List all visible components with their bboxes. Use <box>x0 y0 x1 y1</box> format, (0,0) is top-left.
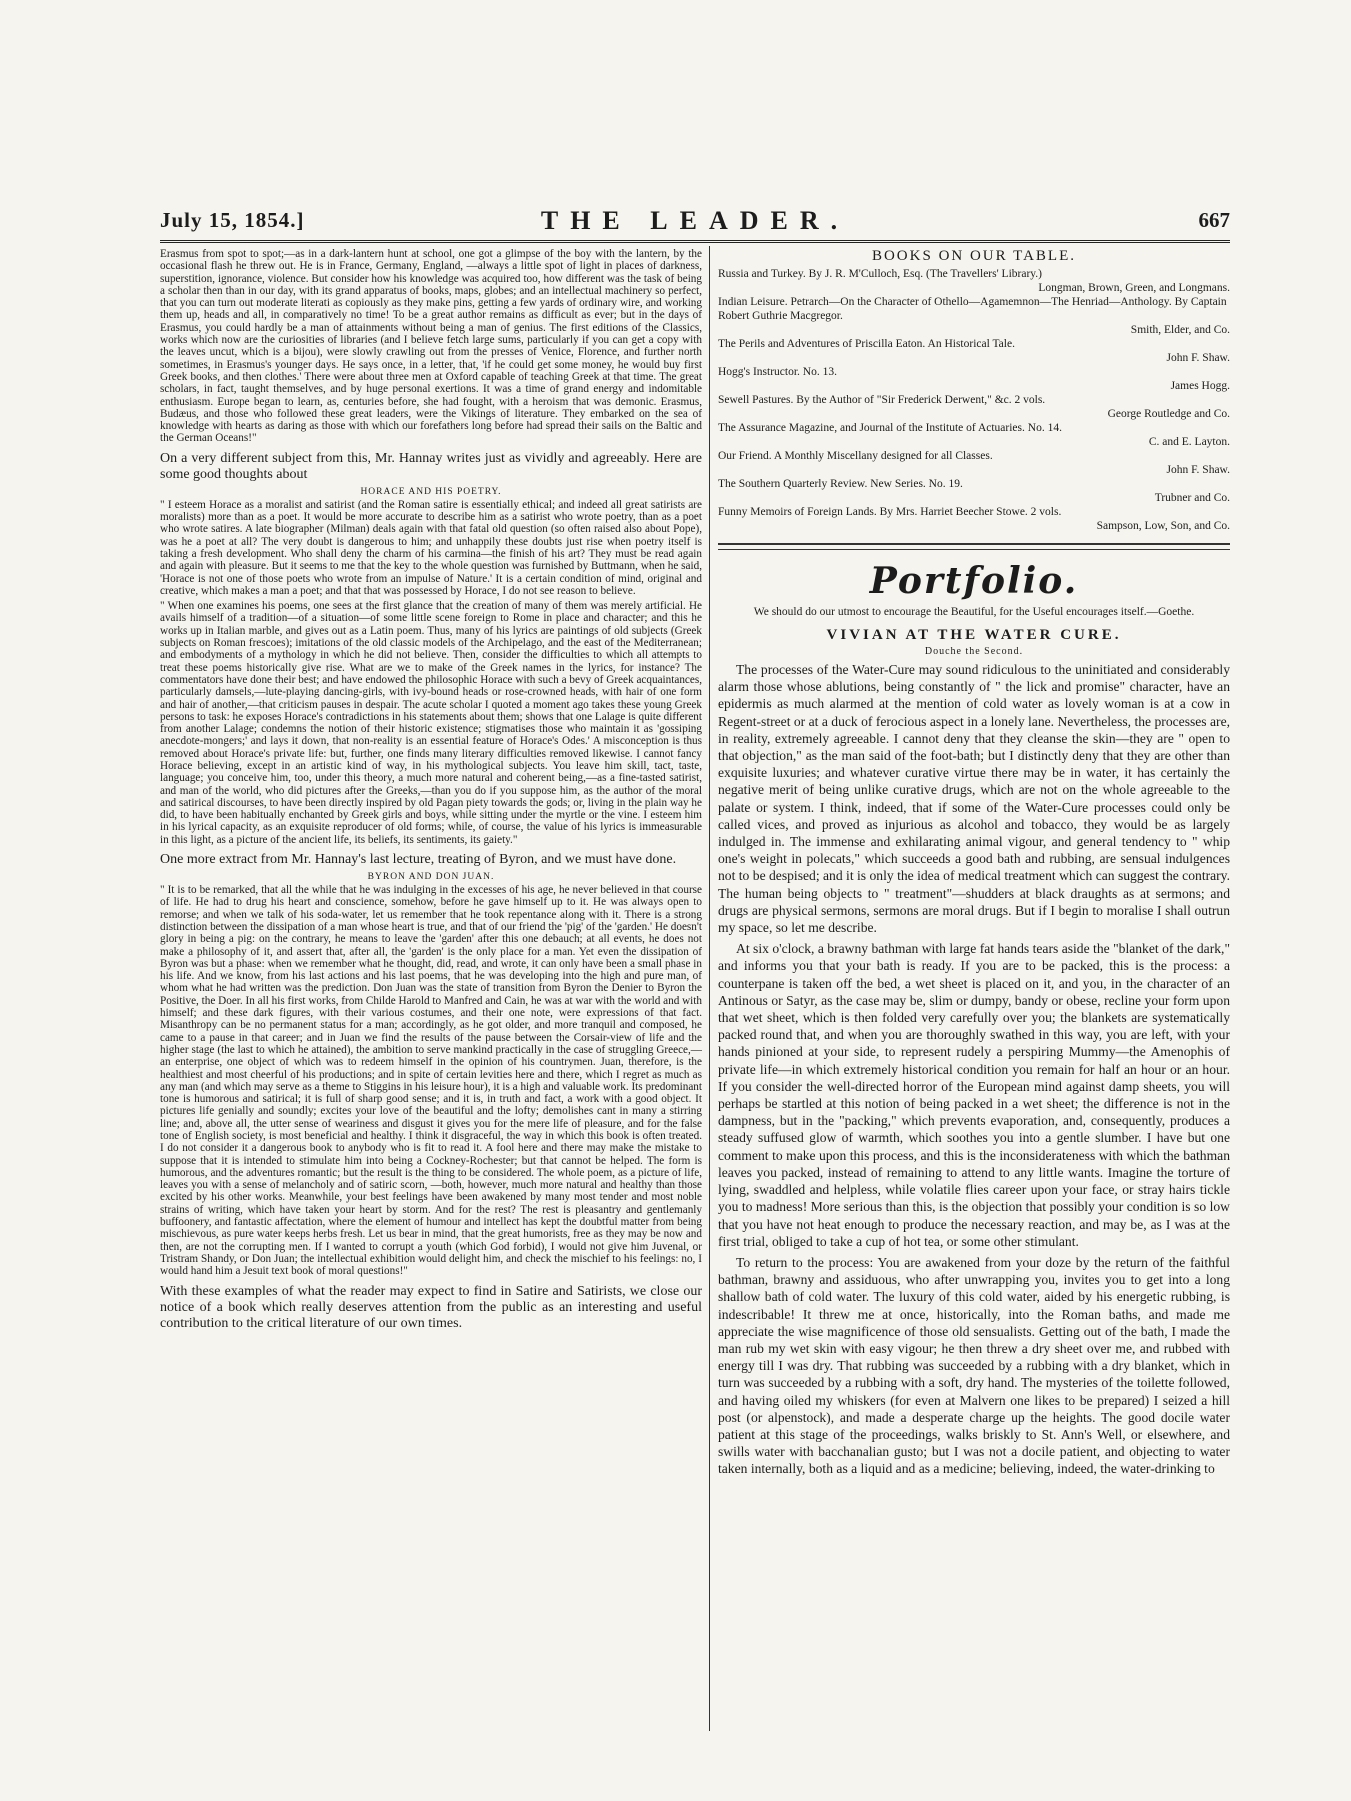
book-title: The Southern Quarterly Review. New Series. No. 19. <box>718 478 963 490</box>
book-publisher: Smith, Elder, and Co. <box>1130 324 1230 336</box>
book-title: Our Friend. A Monthly Miscellany designed for all Classes. <box>718 450 993 462</box>
book-entry <box>718 295 1230 337</box>
paragraph: Erasmus from spot to spot;—as in a dark-lantern hunt at school, one got a glimpse of the boy with the lantern, by the occasional flash he threw out. He is in France, Germany, England, —always a little spot of light in places of darkness, superstition, ignorance, violence. But consider how his knowledge was acquired too, how different was the task of being a scholar then than in our day, with its grand apparatus of books, maps, globes; and an intellectual machinery so perfect, that you can turn out moderate literati as copiously as they make pins, getting a few yards of ordinary wire, and working them up, heads and all, in comparatively no time! To be a great author remains as difficult as ever; but in the days of Erasmus, you could hardly be a man of attainments without being a man of genius. The first editions of the Classics, works which now are the curiosities of libraries (and I believe fetch large sums, particularly if you can get a copy with the leaves uncut, which is a bijou), were slowly crawling out from the presses of Venice, Florence, and further north sometimes, in Erasmus's younger days. He says once, in a letter, that, 'if he could get some money, he would buy first Greek books, and then clothes.' There were about three men at Oxford capable of teaching Greek at that time. The great scholars, in fact, taught themselves, and by huge personal exertions. It was a time of grand energy and indomitable enthusiasm. Europe began to learn, as, centuries before, she had fought, with a heroism that was demonic. Erasmus, Budæus, and those who followed these great leaders, were the Vikings of literature. They embarked on the sea of knowledge with hearts as daring as those with which our forefathers long before had spread their sails on the Baltic and the German Oceans!" <box>160 248 702 445</box>
issue-date: July 15, 1854.] <box>160 208 305 232</box>
paragraph: At six o'clock, a brawny bathman with large fat hands tears aside the "blanket of the dark," and informs you that your bath is ready. If you are to be packed, this is the process: a counterpane is taken off the bed, a wet sheet is placed on it, and you, in the character of an Antinous or Satyr, as the case may be, slim or dumpy, bandy or obese, recline your form upon that wet sheet, which is then folded very carefully over you; the blankets are systematically packed round that, and when you are thoroughly swathed in this way, you are left, with your hands pinioned at your side, to represent rudely a perspiring Mummy—the Amenophis of private life—in which extremely historical condition you remain for half an hour or an hour. If you consider the well-directed horror of the European mind against damp sheets, you will perhaps be startled at this notion of being packed in a wet sheet; the difference is not in the dampness, but in the "packing," which prevents evaporation, and, consequently, produces a steady suffused glow of warmth, which soothes you into a gentle slumber. I have but one comment to make upon this process, and this is the inconsiderateness with which the bathman leaves you packed, instead of remaining to attend to any little wants. Imagine the torture of lying, swaddled and helpless, while volatile flies career upon your face, or stray hairs tickle you to madness! More serious than this, is the objection that possibly your condition is so low that you have not heat enough to produce the necessary reaction, and may be, as I was at the first trial, obliged to take a cup of hot tea, or some other stimulant. <box>718 941 1230 1249</box>
newspaper-title: THE LEADER. <box>540 206 850 235</box>
book-publisher: Trubner and Co. <box>1154 492 1230 504</box>
book-title: The Perils and Adventures of Priscilla Eaton. An Historical Tale. <box>718 338 1015 350</box>
book-entry <box>718 365 1230 393</box>
left-column <box>160 248 702 1728</box>
book-title: Hogg's Instructor. No. 13. <box>718 366 837 378</box>
book-publisher: Longman, Brown, Green, and Longmans. <box>1038 282 1230 294</box>
book-entry <box>718 477 1230 505</box>
book-publisher: James Hogg. <box>1170 380 1230 392</box>
lead-paragraph: One more extract from Mr. Hannay's last lecture, treating of Byron, and we must have done. <box>160 852 677 868</box>
book-entry <box>718 505 1230 533</box>
byron-extract <box>160 884 702 1278</box>
paragraph: " I esteem Horace as a moralist and satirist (and the Roman satire is essentially ethical; and indeed all great satirists are moralists) more than as a poet. It would be more accurate to describe him as a satirist who wrote poetry, than as a poet who wrote satires. A late biographer (Milman) deals again with that fatal old question (so often raised also about Pope), was he a poet at all? The very doubt is dangerous to him; and unhappily these doubts just rise when poetry itself is taking a fresh development. Who shall deny the charm of his carmina—the finish of his art? They must be read again and again with pleasure. But it seems to me that the key to the whole question was furnished by Buttmann, when he said, 'Horace is not one of those poets who wrote from an impulse of Nature.' It is a certain condition of mind, original and creative, which makes a man a poet; and that that was possessed by Horace, I do not see reason to believe. <box>160 498 702 597</box>
section-subheading: HORACE AND HIS POETRY. <box>360 486 502 497</box>
books-heading: BOOKS ON OUR TABLE. <box>871 248 1077 264</box>
portfolio-heading: Portfolio. <box>869 560 1079 602</box>
book-entry <box>718 337 1230 365</box>
closing-paragraph: With these examples of what the reader may expect to find in Satire and Satirists, we close our notice of a book which really deserves attention from the public as an interesting and useful contribution to the critical literature of our own times. <box>160 1283 702 1331</box>
horace-extract <box>160 499 702 846</box>
book-publisher: John F. Shaw. <box>1166 352 1230 364</box>
article-subtitle: Douche the Second. <box>924 646 1024 657</box>
book-entry <box>718 393 1230 421</box>
book-publisher: John F. Shaw. <box>1166 464 1230 476</box>
book-title: Funny Memoirs of Foreign Lands. By Mrs. Harriet Beecher Stowe. 2 vols. <box>718 506 1062 518</box>
book-title: Russia and Turkey. By J. R. M'Culloch, Esq. (The Travellers' Library.) <box>718 268 1042 280</box>
article-title: VIVIAN AT THE WATER CURE. <box>826 627 1122 643</box>
book-entry <box>718 421 1230 449</box>
column-divider <box>709 246 710 1731</box>
section-subheading: BYRON AND DON JUAN. <box>367 872 495 883</box>
section-rule <box>718 543 1230 545</box>
section-rule <box>718 549 1230 550</box>
paragraph: " When one examines his poems, one sees at the first glance that the creation of many of them was merely artificial. He avails himself of a tradition—of a situation—of some little scene foreign to Rome in place and character; and this he works up in Italian marble, and gives out as a Latin poem. Thus, many of his lyrics are paintings of old subjects (Greek subjects on Roman frescoes); imitations of the old classic models of the Archipelago, and the east of the Mediterranean; and embodyments of a mythology in which he did not believe. Then, consider the difficulties to which all attempts to treat these poems historically give rise. What are we to make of the Greek names in the lyrics, for instance? The commentators have done their best; and have endowed the philosophic Horace with such a bevy of Greek acquaintances, particularly damsels,—lute-playing dancing-girls, with ivy-bound heads or rose-crowned heads, with hair of one form and hair of another,—that criticism pauses in despair. The acute scholar I quoted a moment ago takes these young Greek persons to task: he exposes Horace's contradictions in his statements about them; shows that one Lalage is quite different from another Lalage; condemns the notion of their historic existence; stigmatises those who maintain it as 'gossiping anecdote-mongers;' and lays it down, that non-reality is an essential feature of Horace's Odes.' A misconception is thus removed about Horace's private life: but, further, one finds many literary difficulties removed likewise. I cannot fancy Horace believing, except in an artistic kind of way, in his mythological subjects. You leave him skill, tact, taste, language; you conceive him, too, under this theory, a much more natural and coherent being,—as a fine-tasted satirist, and man of the world, who did pictures after the Greeks,—than you do if you suppose him, as the author of the moral and satirical discourses, to have been directly inspired by old Pagan piety towards the gods; or, living in the plain way he did, to have been habitually enchanted by Greek girls and boys, while sitting under the myrtle or the vine. I esteem him in his lyrical capacity, as an exquisite reproducer of old forms; while, of course, the value of his lyrics is immeasurable in this light, as a picture of the ancient life, its beliefs, its sentiments, its gaiety." <box>160 600 702 846</box>
book-title: The Assurance Magazine, and Journal of the Institute of Actuaries. No. 14. <box>718 422 1062 434</box>
article-body <box>718 661 1230 1478</box>
paragraph: The processes of the Water-Cure may sound ridiculous to the uninitiated and considerably alarm those whose ablutions, being constantly of " the lick and promise" character, have an epidermis as much alarmed at the mention of cold water as lovely woman is at a cow in Regent-street or at a duck of ferocious aspect in a lonely lane. Nevertheless, the processes are, in reality, extremely agreeable. I cannot deny that they cleanse the skin—they are " open to that objection," as the man said of the foot-bath; but I distinctly deny that they are other than exquisite luxuries; and whatever curative virtue there may be in water, it has certainly the negative merit of being unlike curative drugs, which are not on the whole agreeable to the palate or system. I think, indeed, that if some of the Water-Cure processes could only be called vices, and proved as injurious as alcohol and tobacco, they would be as largely indulged in. The immense and exhilarating animal vigour, and general tendency to " whip one's weight in polecats," which succeeds a good bath and rubbing, are sensual indulgences not to be despised; and it is only the idea of medical treatment which can suggest the contrary. The human being objects to " treatment"—shudders at black draughts as at sermons; and drugs are physical sermons, sermons are moral drugs. But if I begin to moralise I shall outrun my space, so let me describe. <box>718 662 1230 936</box>
paragraph: To return to the process: You are awakened from your doze by the return of the faithful bathman, brawny and assiduous, who after unwrapping you, invites you to get into a long shallow bath of cold water. The luxury of this cold water, aided by his energetic rubbing, is indescribable! It threw me at once, historically, into the Roman baths, and made me appreciate the wise magnificence of those old sensualists. Getting out of the bath, I made the man rub my wet skin with easy vigour; he then threw a dry sheet over me, and rubbed with energy till I was dry. That rubbing was succeeded by a rubbing with a dry blanket, which in turn was succeeded by a rubbing with a soft, dry hand. The mysteries of the toilette followed, and having oiled my whiskers (for even at Malvern one likes to be prepared) I seized a hill post (or alpenstock), and made a desperate charge up the heights. The good docile water patient at this stage of the proceedings, walks briskly to St. Ann's Well, or elsewhere, and swills water with bacchanalian gusto; but I was not a docile patient, and objecting to water taken internally, both as a liquid and as a medicine; believing, indeed, the water-drinking to <box>718 1254 1230 1477</box>
book-entry <box>718 267 1230 295</box>
book-title: Sewell Pastures. By the Author of "Sir Frederick Derwent," &c. 2 vols. <box>718 394 1046 406</box>
right-column <box>718 248 1230 1728</box>
page-number: 667 <box>1198 208 1230 232</box>
book-publisher: Sampson, Low, Son, and Co. <box>1096 520 1230 532</box>
page-header <box>160 208 1230 240</box>
lead-paragraph: On a very different subject from this, Mr. Hannay writes just as vividly and agreeably. Here are some good thoughts about <box>160 450 702 482</box>
book-publisher: C. and E. Layton. <box>1148 436 1230 448</box>
book-title: Indian Leisure. Petrarch—On the Character of Othello—Agamemnon—The Henriad—Anthology. By Captain Robert Guthrie Macgregor. <box>718 296 1227 322</box>
paragraph: " It is to be remarked, that all the while that he was indulging in the excesses of his age, he never believed in that course of life. He had to drug his heart and conscience, somehow, before he gave himself up to it. He was always open to remorse; and when we talk of his soda-water, let us remember that he took repentance along with it. There is a strong distinction between the dissipation of a man whose heart is true, and that of our friend the 'pig' of the 'garden.' He doesn't glory in being a pig: on the contrary, he means to leave the 'garden' after this one debauch; at all events, he does not make a philosophy of it, and assert that, after all, the 'garden' is the only place for a man. Yet even the dissipation of Byron was but a phase: when we remember what he thought, did, read, and wrote, it can only have been a small phase in his life. And we know, from his last actions and his last poems, that he was developing into the high and pure man, of whom what he had written was the prediction. Don Juan was the state of transition from Byron the Denier to Byron the Positive, the Doer. In all his first works, from Childe Harold to Manfred and Cain, he was at war with the world and with himself; and these dark figures, with their various costumes, and their one note, were expressions of that fact. Misanthropy can be no permanent status for a man; accordingly, as he got older, and more tranquil and composed, he came to a pause in that career; and in Juan we find the results of the pause between the Corsair-view of life and the higher stage (the last to which he attained), the ambition to serve mankind practically in the case of struggling Greece,—an enterprise, one object of which was to redeem himself in the opinion of his countrymen. Juan, therefore, is the healthiest and most cheerful of his productions; and in spite of certain levities here and there, which I regret as much as any man (and which may serve as a theme to Stiggins in his leisure hour), it is a high and valuable work. Its predominant tone is humorous and satirical; it is full of sharp good sense; and it is, in truth and fact, a work with a good object. It pictures life genially and soundly; excites your love of the beautiful and the lofty; demolishes cant in many a stirring line; and, above all, the utter sense of weariness and disgust it gives you for the mere life of pleasure, and for the false tone of English society, is most beneficial and healthy. I think it disgraceful, the way in which this book is often treated. I do not consider it a dangerous book to anybody who is fit to read it. A fool here and there may make the mistake to suppose that it is intended to stimulate him into being a Cockney-Rochester; but that cannot be helped. The form is humorous, and the adventures romantic; but the result is the thing to be considered. The whole poem, as a picture of life, leaves you with a sense of melancholy and of satiric scorn, —both, however, much more natural and healthy than those excited by his other works. Meanwhile, your best feelings have been awakened by many most tender and most noble strains of writing, which have taken your heart by storm. And for the rest? The rest is pleasantry and gentlemanly buffoonery, and fantastic affectation, where the element of humour and intellect has kept the doubtful matter from being mischievous, as pure water keeps herbs fresh. Let us bear in mind, that the great humorists, free as they may be now and then, are not the corrupting men. If I wanted to corrupt a youth (which God forbid), I would not give him Juvenal, or Tristram Shandy, or Don Juan; the intellectual exhibition would delight him, and check the mischief to his feelings: no, I would hand him a Jesuit text book of moral questions!" <box>160 884 702 1278</box>
header-rule <box>160 240 1230 243</box>
erasmus-extract <box>160 248 702 445</box>
book-publisher: George Routledge and Co. <box>1107 408 1230 420</box>
portfolio-motto: We should do our utmost to encourage the Beautiful, for the Useful encourages itself.—Goethe. <box>753 606 1195 618</box>
book-entry <box>718 449 1230 477</box>
book-list <box>718 267 1230 533</box>
